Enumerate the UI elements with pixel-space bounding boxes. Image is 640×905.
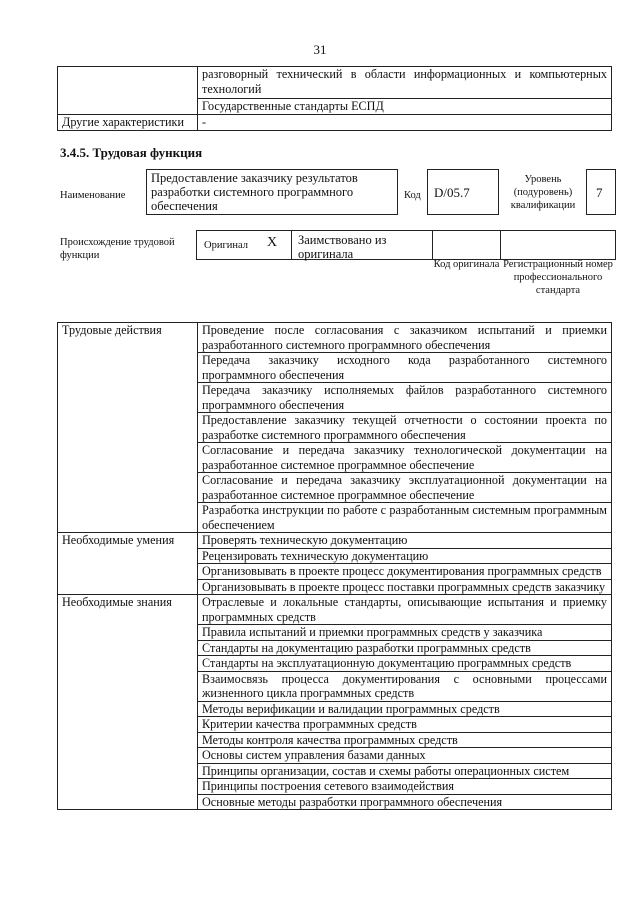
table-row <box>58 625 612 641</box>
top-label-cell <box>58 99 198 115</box>
list-item: Рецензировать техническую документацию <box>198 548 612 564</box>
other-characteristics-value: - <box>198 115 612 131</box>
table-row <box>58 383 612 413</box>
table-row <box>58 748 612 764</box>
table-row <box>58 794 612 810</box>
top-value-cell: Государственные стандарты ЕСПД <box>198 99 612 115</box>
list-item: Стандарты на эксплуатационную документацию программных средств <box>198 656 612 672</box>
table-row <box>58 763 612 779</box>
table-row <box>58 548 612 564</box>
section-title: 3.4.5. Трудовая функция <box>60 145 203 160</box>
list-item: Стандарты на документацию разработки программных средств <box>198 640 612 656</box>
table-row <box>58 656 612 672</box>
code-label: Код <box>404 190 421 201</box>
level-label: Уровень (подуровень) квалификации <box>510 174 576 211</box>
table-row <box>58 353 612 383</box>
list-item: Согласование и передача заказчику технологической документации на разработанное системное программное обеспечение <box>198 443 612 473</box>
regnum-box <box>500 230 616 260</box>
original-label: Оригинал <box>204 240 248 251</box>
list-item: Передача заказчику исполняемых файлов разработанного системного программного обеспечения <box>198 383 612 413</box>
table-row <box>58 503 612 533</box>
labor-function-table <box>57 322 612 810</box>
list-item: Методы контроля качества программных средств <box>198 732 612 748</box>
table-row <box>58 640 612 656</box>
list-item: Критерии качества программных средств <box>198 717 612 733</box>
table-row <box>58 579 612 595</box>
list-item: Предоставление заказчику текущей отчетности о состоянии проекта по разработке системного программного обеспечения <box>198 413 612 443</box>
original-code-box <box>432 230 501 260</box>
table-row <box>58 732 612 748</box>
table-row <box>58 564 612 580</box>
list-item: Согласование и передача заказчику эксплуатационной документации на разработанное системное программное обеспечение <box>198 473 612 503</box>
table-row <box>58 717 612 733</box>
table-row <box>58 533 612 549</box>
table-row <box>58 443 612 473</box>
code-value: D/05.7 <box>427 169 499 215</box>
code-caption: Код оригинала <box>433 259 500 270</box>
table-row <box>58 473 612 503</box>
table-row <box>58 413 612 443</box>
section-label: Необходимые умения <box>58 533 198 549</box>
list-item: Основные методы разработки программного обеспечения <box>198 794 612 810</box>
page-number: 31 <box>313 42 327 57</box>
table-row <box>58 323 612 353</box>
list-item: Проверять техническую документацию <box>198 533 612 549</box>
top-table <box>57 66 612 131</box>
list-item: Отраслевые и локальные стандарты, описывающие испытания и приемку программных средств <box>198 595 612 625</box>
top-label-cell <box>58 67 198 99</box>
list-item: Передача заказчику исходного кода разработанного системного программного обеспечения <box>198 353 612 383</box>
list-item: Проведение после согласования с заказчиком испытаний и приемки разработанного системного программного обеспечения <box>198 323 612 353</box>
section-label: Необходимые знания <box>58 595 198 625</box>
name-value: Предоставление заказчику результатов разработки системного программного обеспечения <box>146 169 398 215</box>
list-item: Принципы организации, состав и схемы работы операционных систем <box>198 763 612 779</box>
list-item: Разработка инструкции по работе с разработанным системным программным обеспечением <box>198 503 612 533</box>
list-item: Взаимосвязь процесса документирования с основными процессами жизненного цикла программных средств <box>198 671 612 701</box>
list-item: Принципы построения сетевого взаимодействия <box>198 779 612 795</box>
name-label: Наименование <box>60 190 126 201</box>
top-value-cell: разговорный технический в области информационных и компьютерных технологий <box>198 67 612 99</box>
list-item: Организовывать в проекте процесс документирования программных средств <box>198 564 612 580</box>
table-row <box>58 701 612 717</box>
list-item: Основы систем управления базами данных <box>198 748 612 764</box>
list-item: Методы верификации и валидации программных средств <box>198 701 612 717</box>
borrowed-label: Заимствовано из оригинала <box>291 230 433 260</box>
regnum-caption: Регистрационный номер профессионального стандарта <box>503 259 613 296</box>
origin-original-box <box>196 230 292 260</box>
other-characteristics-label: Другие характеристики <box>58 115 198 131</box>
list-item: Организовывать в проекте процесс поставки программных средств заказчику <box>198 579 612 595</box>
level-value: 7 <box>586 169 616 215</box>
table-row <box>58 595 612 625</box>
origin-label: Происхождение трудовой функции <box>60 237 175 261</box>
table-row <box>58 671 612 701</box>
list-item: Правила испытаний и приемки программных средств у заказчика <box>198 625 612 641</box>
section-label: Трудовые действия <box>58 323 198 353</box>
original-mark: X <box>267 235 278 250</box>
table-row <box>58 779 612 795</box>
